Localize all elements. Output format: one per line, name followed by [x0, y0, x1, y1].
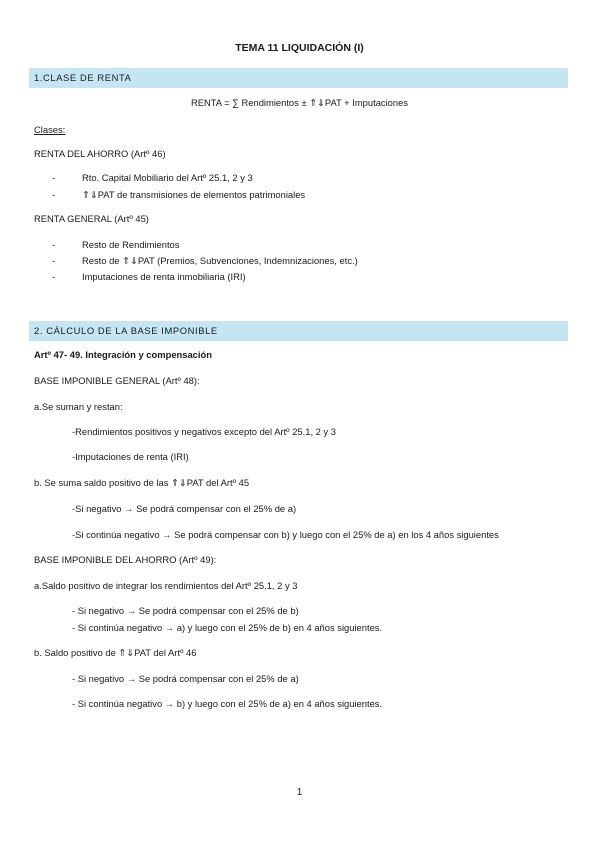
bi-general-b-item-2: -Si continúa negativo → Se podrá compensar con b) y luego con el 25% de a) en los 4 años siguientes — [72, 529, 499, 540]
renta-formula: RENTA = ∑ Rendimientos ± ⇑⇓PAT + Imputaciones — [190, 97, 409, 108]
bi-general-a-item-1: -Rendimientos positivos y negativos excepto del Artº 25.1, 2 y 3 — [72, 426, 336, 437]
bullet-dash: - — [52, 172, 56, 183]
bi-general-label: BASE IMPONIBLE GENERAL (Artº 48): — [34, 375, 200, 386]
renta-general-list — [52, 239, 552, 287]
bullet-dash: - — [52, 271, 56, 282]
bi-ahorro-a-item-2: - Si continúa negativo → a) y luego con el 25% de b) en 4 años siguientes. — [72, 622, 383, 633]
section-1-header — [29, 68, 568, 88]
clases-label: Clases: — [34, 124, 66, 135]
section-2-heading: 2. CÁLCULO DE LA BASE IMPONIBLE — [34, 325, 218, 336]
renta-general-label: RENTA GENERAL (Artº 45) — [34, 213, 149, 224]
section-2-subheading: Artº 47- 49. Integración y compensación — [34, 349, 212, 360]
bi-general-a-item-2: -Imputaciones de renta (IRI) — [72, 451, 189, 462]
bi-ahorro-a-item-1: - Si negativo → Se podrá compensar con el 25% de b) — [72, 605, 299, 616]
bullet-dash: - — [52, 239, 56, 250]
page-number: 1 — [296, 787, 303, 798]
renta-ahorro-label: RENTA DEL AHORRO (Artº 46) — [34, 148, 166, 159]
bi-ahorro-label: BASE IMPONIBLE DEL AHORRO (Artº 49): — [34, 554, 217, 565]
bi-ahorro-a: a.Saldo positivo de integrar los rendimientos del Artº 25.1, 2 y 3 — [34, 580, 298, 591]
list-item-text: Resto de Rendimientos — [82, 239, 180, 250]
list-item-text: Resto de ⇑⇓PAT (Premios, Subvenciones, Indemnizaciones, etc.) — [82, 255, 358, 266]
bi-general-a: a.Se suman y restan: — [34, 401, 123, 412]
section-2-header — [29, 321, 568, 341]
bi-general-b-item-1: -Si negativo → Se podrá compensar con el 25% de a) — [72, 503, 297, 514]
list-item-text: Imputaciones de renta inmobiliaria (IRI) — [82, 271, 246, 282]
bi-ahorro-b: b. Saldo positivo de ⇑⇓PAT del Artº 46 — [34, 647, 197, 658]
bi-general-b: b. Se suma saldo positivo de las ⇑⇓PAT del Artº 45 — [34, 477, 250, 488]
renta-ahorro-list — [52, 172, 552, 204]
list-item-text: Rto. Capital Mobiliario del Artº 25.1, 2 y 3 — [82, 172, 253, 183]
bi-ahorro-b-item-1: - Si negativo → Se podrá compensar con el 25% de a) — [72, 673, 299, 684]
bullet-dash: - — [52, 189, 56, 200]
section-1-heading: 1.CLASE DE RENTA — [34, 72, 132, 83]
list-item-text: ⇑⇓PAT de transmisiones de elementos patrimoniales — [82, 189, 306, 200]
document-title: TEMA 11 LIQUIDACIÓN (I) — [235, 42, 364, 54]
bullet-dash: - — [52, 255, 56, 266]
bi-ahorro-b-item-2: - Si continúa negativo → b) y luego con el 25% de a) en 4 años siguientes. — [72, 698, 383, 709]
